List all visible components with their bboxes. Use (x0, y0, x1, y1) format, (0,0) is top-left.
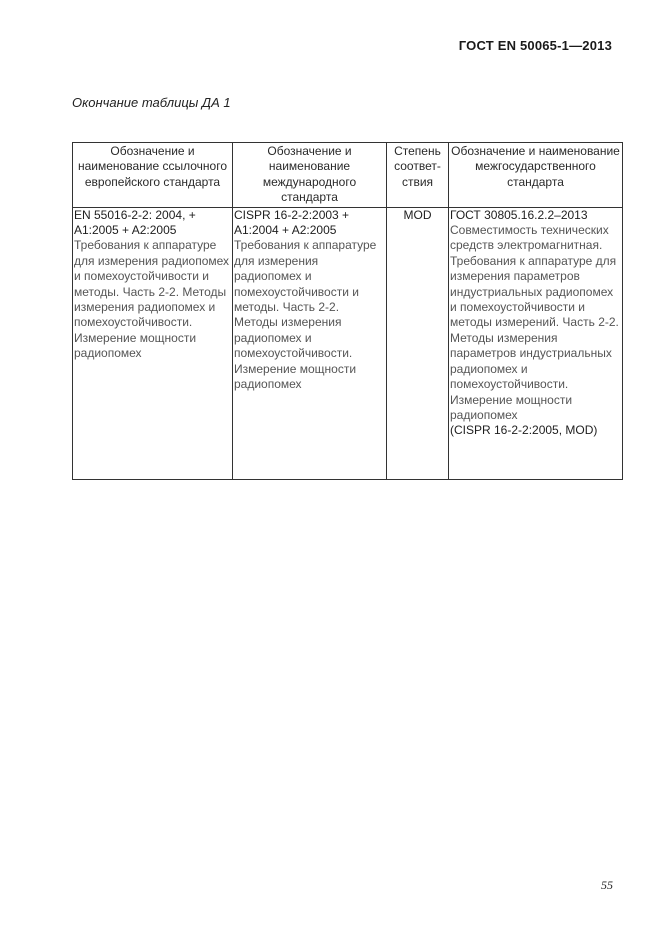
interstate-standard-ref: ГОСТ 30805.16.2.2–2013 (450, 207, 588, 222)
table-header-row (73, 143, 623, 208)
page-number: 55 (601, 878, 613, 892)
header-degree-of-correspondence: Степень соответ-ствия (387, 143, 449, 208)
degree-value: MOD (403, 207, 432, 222)
cell-european-standard (73, 207, 233, 479)
international-standard-desc: Требования к аппаратуре для измерения радиопомех и помехоустойчивости и методы. Часть 2-2. Методы измерения радиопомех и помехоустойчивости. Измерение мощности радиопомех (234, 238, 377, 392)
european-standard-desc: Требования к аппаратуре для измерения радиопомех и помехоустойчивости и методы. Часть 2-2. Методы измерения радиопомех и помехоустойчивости. Измерение мощности радиопомех (74, 238, 230, 361)
interstate-standard-desc: Совместимость технических средств электромагнитная. Требования к аппаратуре для измерения параметров индустриальных радиопомех и помехоустойчивости и методы измерений. Часть 2-2. Методы измерения параметров индустриальных радиопомех и помехоустойчивости. Измерение мощности радиопомех (450, 223, 619, 422)
document-code: ГОСТ EN 50065-1—2013 (458, 38, 612, 53)
european-standard-ref: EN 55016-2-2: 2004, + A1:2005 + A2:2005 (74, 207, 196, 238)
table-row (73, 207, 623, 479)
international-standard-ref: CISPR 16-2-2:2003 + A1:2004 + A2:2005 (234, 207, 350, 238)
interstate-standard-suffix: (CISPR 16-2-2:2005, MOD) (450, 423, 598, 438)
header-european-standard: Обозначение и наименование ссылочного европейского стандарта (73, 143, 233, 208)
cell-interstate-standard (449, 207, 623, 479)
header-international-standard: Обозначение и наименование международного стандарта (233, 143, 387, 208)
header-interstate-standard: Обозначение и наименование межгосударственного стандарта (449, 143, 623, 208)
cell-degree-of-correspondence (387, 207, 449, 479)
standards-table (72, 142, 623, 480)
table-caption: Окончание таблицы ДА 1 (72, 95, 231, 110)
cell-international-standard (233, 207, 387, 479)
